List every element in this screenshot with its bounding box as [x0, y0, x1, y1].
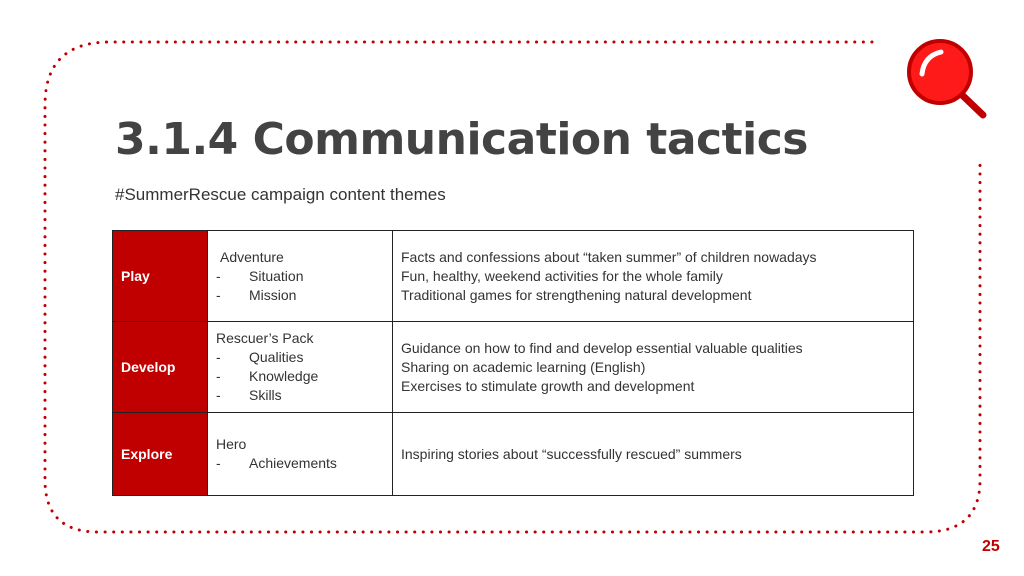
table-row: [113, 413, 914, 496]
description-line: Exercises to stimulate growth and development: [401, 377, 695, 394]
subtheme-cell: [208, 322, 393, 413]
description-line: Fun, healthy, weekend activities for the whole family: [401, 267, 723, 284]
content-themes-table: [112, 230, 914, 496]
description-line: Traditional games for strengthening natural development: [401, 286, 752, 303]
description-cell: [393, 413, 914, 496]
description-cell: [393, 322, 914, 413]
category-cell: Explore: [113, 413, 208, 496]
category-cell: Develop: [113, 322, 208, 413]
magnifying-glass-icon: [909, 41, 983, 115]
page-number: 25: [982, 538, 1000, 555]
subtheme-heading: Rescuer’s Pack: [216, 330, 314, 346]
description-cell: [393, 231, 914, 322]
description-line: Guidance on how to find and develop essential valuable qualities: [401, 339, 803, 356]
subtheme-cell: [208, 413, 393, 496]
slide-subtitle: #SummerRescue campaign content themes: [115, 185, 446, 204]
table-row: [113, 322, 914, 413]
list-item: - Mission: [216, 286, 297, 303]
subtheme-cell: [208, 231, 393, 322]
description-line: Inspiring stories about “successfully rescued” summers: [401, 445, 742, 462]
description-line: Facts and confessions about “taken summer” of children nowadays: [401, 248, 817, 265]
list-item: - Knowledge: [216, 368, 319, 384]
list-item: - Skills: [216, 387, 282, 403]
list-item: - Achievements: [216, 455, 337, 471]
description-line: Sharing on academic learning (English): [401, 358, 646, 375]
category-cell: Play: [113, 231, 208, 322]
subtheme-heading: Adventure: [220, 248, 284, 265]
subtheme-heading: Hero: [216, 436, 247, 452]
slide-title: 3.1.4 Communication tactics: [115, 114, 808, 165]
list-item: - Situation: [216, 267, 304, 284]
list-item: - Qualities: [216, 349, 304, 365]
table-row: [113, 231, 914, 322]
